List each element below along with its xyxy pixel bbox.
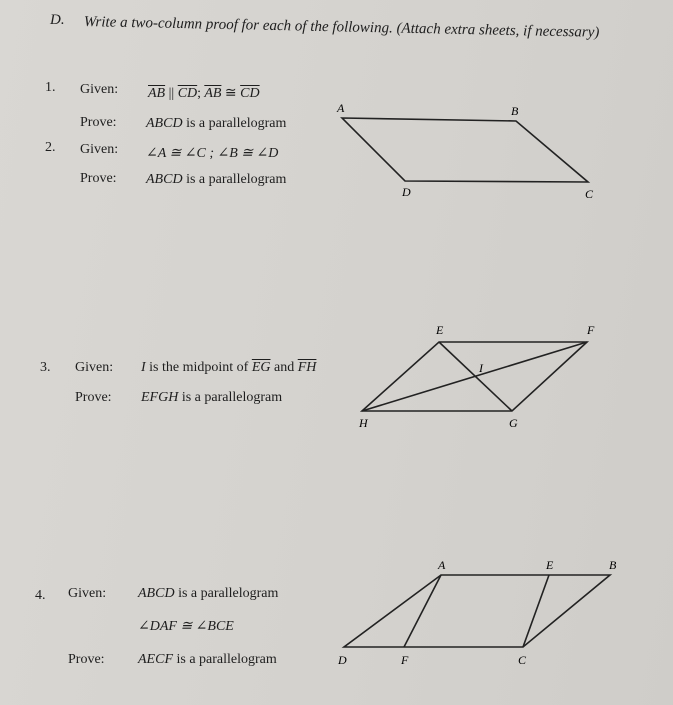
prove-rest: is a parallelogram <box>178 390 283 405</box>
fig2-label-h: H <box>359 416 368 430</box>
diagonal-fh <box>362 342 587 411</box>
seg-ab-2: $\overline{AB}$ <box>204 86 222 101</box>
problem-1-given-label: Given: <box>80 82 119 97</box>
problem-3-given-label: Given: <box>75 360 114 375</box>
seg-fh: $\overline{FH}$ <box>297 360 317 375</box>
prove-rest: is a parallelogram <box>182 116 287 131</box>
fig3-label-c: C <box>518 653 527 667</box>
problem-4-prove-label: Prove: <box>68 652 105 667</box>
parallelogram-abcd-2 <box>344 575 610 647</box>
section-letter: D. <box>50 12 65 28</box>
seg-ab: $\overline{AB}$ <box>148 86 166 101</box>
fig2-label-e: E <box>436 323 444 337</box>
prove-quad: EFGH <box>141 390 179 405</box>
problem-4-number: 4. <box>35 588 46 603</box>
congruent-symbol: ≅ <box>224 86 237 101</box>
section-instruction: Write a two-column proof for each of the following. (Attach extra sheets, if necessary) <box>83 14 600 41</box>
seg-eg: $\overline{EG}$ <box>251 360 271 375</box>
problem-3-number: 3. <box>40 360 51 375</box>
segment-af <box>404 575 441 647</box>
problem-2-prove-label: Prove: <box>80 171 117 186</box>
fig2-label-i: I <box>479 361 483 375</box>
parallel-symbol: || <box>168 86 175 101</box>
figure-3-parallelogram <box>344 575 610 647</box>
given-rest: is a parallelogram <box>174 586 279 601</box>
parallelogram-abcd <box>342 118 588 182</box>
given-quad: ABCD <box>138 586 175 601</box>
problem-4-given-line2: ∠DAF ≅ ∠BCE <box>138 619 234 634</box>
fig2-label-f: F <box>587 323 595 337</box>
fig3-label-e: E <box>546 558 554 572</box>
seg-cd-2: $\overline{CD}$ <box>240 86 260 101</box>
prove-quad: ABCD <box>146 172 183 187</box>
figure-1-parallelogram <box>342 118 588 182</box>
fig3-label-b: B <box>609 558 617 572</box>
prove-quad: ABCD <box>146 116 183 131</box>
problem-3-prove-label: Prove: <box>75 390 112 405</box>
fig3-label-a: A <box>438 558 446 572</box>
fig3-label-f: F <box>401 653 409 667</box>
problem-2-number: 2. <box>45 140 56 155</box>
given-and: and <box>270 360 298 375</box>
seg-cd: $\overline{CD}$ <box>177 86 198 101</box>
prove-rest: is a parallelogram <box>182 172 287 187</box>
problem-1-prove-label: Prove: <box>80 115 117 130</box>
fig1-label-a: A <box>337 101 345 115</box>
midpoint-name: I <box>141 360 146 375</box>
fig2-label-g: G <box>509 416 518 430</box>
problem-4-given-label: Given: <box>68 586 107 601</box>
prove-quad: AECF <box>138 652 173 667</box>
problem-1-number: 1. <box>45 80 56 95</box>
fig1-label-b: B <box>511 104 519 118</box>
problem-2-given-label: Given: <box>80 142 119 157</box>
prove-rest: is a parallelogram <box>173 652 277 667</box>
figure-2-parallelogram <box>362 342 587 411</box>
fig1-label-d: D <box>402 185 411 199</box>
fig3-label-d: D <box>338 653 347 667</box>
separator: ; <box>197 86 202 101</box>
problem-2-given: ∠A ≅ ∠C ; ∠B ≅ ∠D <box>146 146 279 161</box>
fig1-label-c: C <box>585 187 594 201</box>
given-mid-text: is the midpoint of <box>145 360 252 375</box>
